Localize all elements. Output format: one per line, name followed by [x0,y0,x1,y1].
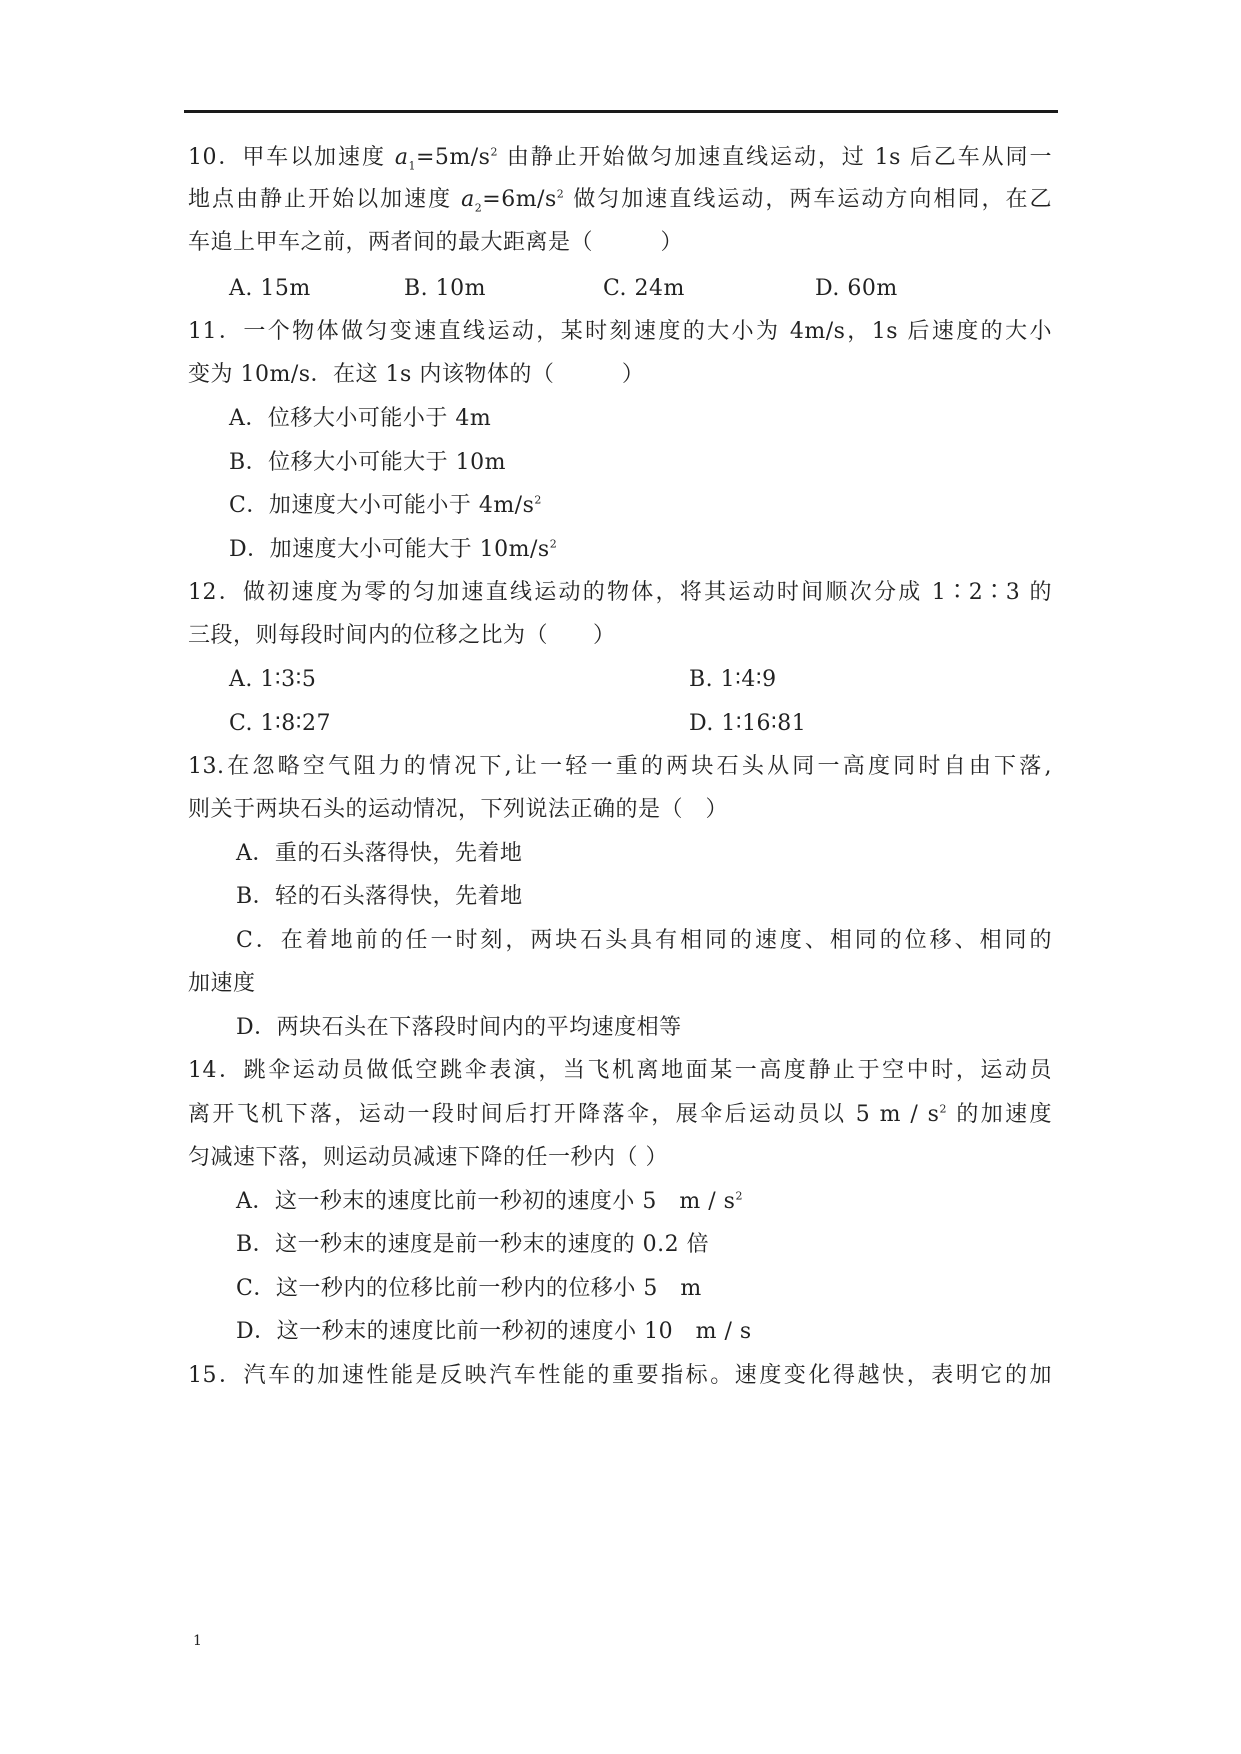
q14-option-c: C．这一秒内的位移比前一秒内的位移小 5 m [236,1276,702,1301]
q14-line3: 匀减速下落，则运动员减速下降的任一秒内（ ） [188,1145,668,1170]
q15-line1: 15．汽车的加速性能是反映汽车性能的重要指标。速度变化得越快，表明它的加 [188,1363,1052,1388]
q14-option-a: A．这一秒末的速度比前一秒初的速度小 5 m / $s^2$ [236,1189,743,1214]
q11-option-c: C．加速度大小可能小于 $4m/s^2$ [229,493,542,518]
q10-line3: 车追上甲车之前，两者间的最大距离是（ ） [188,230,684,255]
q14-option-b: B．这一秒末的速度是前一秒末的速度的 0.2 倍 [236,1232,710,1257]
q11-line2: 变为 10m/s．在这 1s 内该物体的（ ） [188,362,645,387]
q10-option-d: D. 60m [815,276,898,301]
q11-option-a: A．位移大小可能小于 4m [229,406,492,431]
q12-line1: 12．做初速度为零的匀加速直线运动的物体，将其运动时间顺次分成 1∶2∶3 的 [188,580,1052,605]
q13-option-d: D．两块石头在下落段时间内的平均速度相等 [236,1015,682,1040]
q10-option-c: C. 24m [603,276,685,301]
q13-line1: 13.在忽略空气阻力的情况下,让一轻一重的两块石头从同一高度同时自由下落, [188,754,1052,779]
q11-line1: 11．一个物体做匀变速直线运动，某时刻速度的大小为 4m/s，1s 后速度的大小 [188,319,1052,344]
q10-line1: 10．甲车以加速度 $a_1=5m/s^2$ 由静止开始做匀加速直线运动，过 1s 后乙车从同一 [188,145,1052,173]
q12-option-c: C. 1∶8∶27 [229,711,331,736]
q10-line2: 地点由静止开始以加速度 $a_2=6m/s^2$ 做匀加速直线运动，两车运动方向相同，在乙 [188,187,1052,215]
q13-option-c-continued: 加速度 [188,971,256,996]
q13-option-c: C．在着地前的任一时刻，两块石头具有相同的速度、相同的位移、相同的 [236,928,1052,953]
q14-option-d: D．这一秒末的速度比前一秒初的速度小 10 m / s [236,1319,752,1344]
q10-option-a: A. 15m [229,276,311,301]
q13-option-b: B．轻的石头落得快，先着地 [236,884,523,909]
q12-line2: 三段，则每段时间内的位移之比为（ ） [188,623,616,648]
q14-line1: 14．跳伞运动员做低空跳伞表演，当飞机离地面某一高度静止于空中时，运动员 [188,1058,1052,1083]
q13-line2: 则关于两块石头的运动情况，下列说法正确的是（ ） [188,797,729,822]
q14-line2: 离开飞机下落，运动一段时间后打开降落伞，展伞后运动员以 5 m / $s^2$ 的加速度 [188,1102,1052,1127]
q10-option-b: B. 10m [404,276,487,301]
q12-option-a: A. 1∶3∶5 [229,667,317,692]
q13-option-a: A．重的石头落得快，先着地 [236,841,523,866]
q12-option-b: B. 1∶4∶9 [689,667,777,692]
q11-option-d: D．加速度大小可能大于 $10m/s^2$ [229,537,558,562]
q11-option-b: B．位移大小可能大于 10m [229,450,507,475]
page-number: 1 [193,1633,202,1649]
header-rule [184,110,1058,113]
q12-option-d: D. 1∶16∶81 [689,711,807,736]
